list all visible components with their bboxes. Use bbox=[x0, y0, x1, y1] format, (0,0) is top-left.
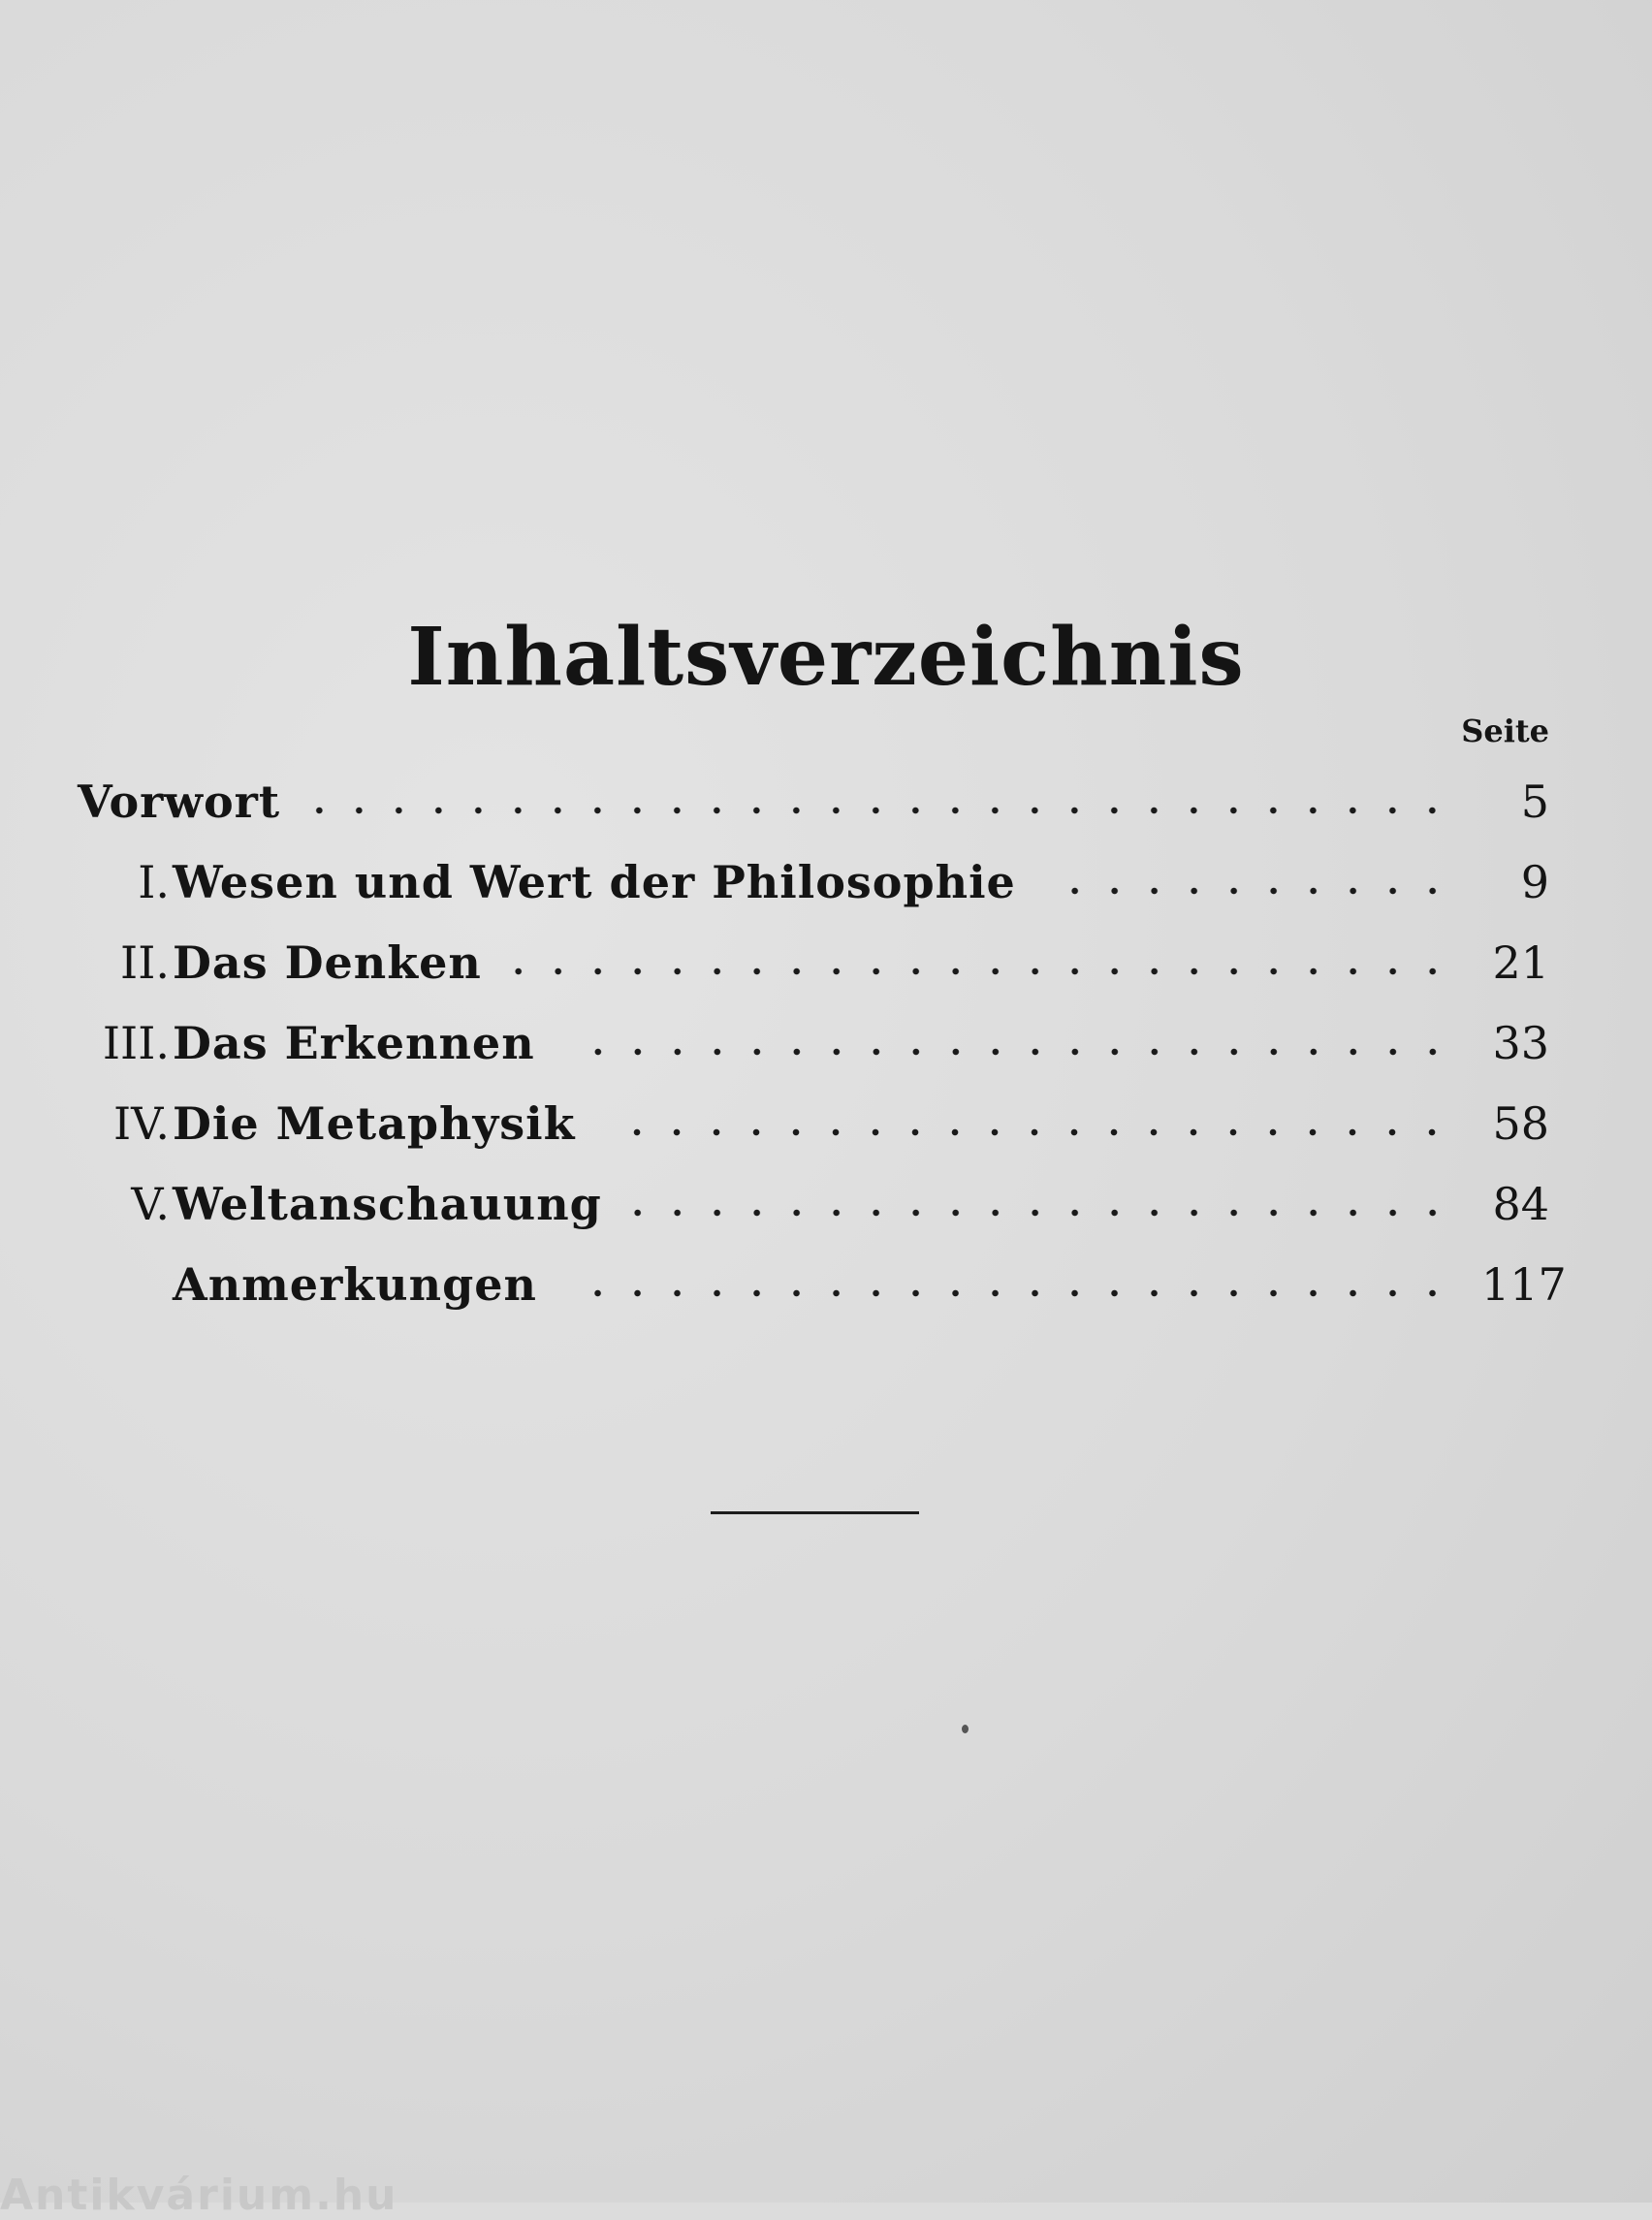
page-title: Inhaltsverzeichnis bbox=[407, 611, 1245, 704]
toc-entry-line bbox=[173, 1257, 1567, 1311]
dot-leader bbox=[604, 1127, 1452, 1137]
dot-leader bbox=[1045, 886, 1452, 896]
dot-leader bbox=[511, 967, 1452, 976]
closing-rule bbox=[711, 1511, 919, 1514]
toc-label: Wesen und Wert der Philosophie bbox=[173, 855, 1016, 908]
toc-page-number: 84 bbox=[1492, 1177, 1549, 1230]
toc-label: Das Erkennen bbox=[173, 1016, 535, 1069]
toc-label: Anmerkungen bbox=[173, 1257, 537, 1311]
toc-page-number: 9 bbox=[1520, 855, 1549, 908]
toc-entry-anmerkungen bbox=[78, 1244, 1567, 1324]
toc-entry-line bbox=[173, 1178, 1549, 1230]
toc-entry-chapter-4 bbox=[78, 1083, 1549, 1163]
dot-leader bbox=[631, 1208, 1452, 1218]
toc-page-number: 33 bbox=[1492, 1016, 1549, 1069]
watermark: Antikvárium.hu bbox=[0, 2171, 398, 2220]
page-column-header: Seite bbox=[1461, 713, 1549, 749]
toc-label: Das Denken bbox=[173, 936, 482, 989]
toc-numeral: IV. bbox=[113, 1096, 170, 1150]
toc-page-number: 5 bbox=[1520, 775, 1549, 828]
toc-label: Weltanschauung bbox=[173, 1177, 602, 1230]
toc-entry-line bbox=[78, 776, 1549, 828]
toc-numeral: V. bbox=[131, 1177, 170, 1230]
toc-entry-line bbox=[173, 856, 1549, 908]
toc-numeral: II. bbox=[120, 936, 170, 989]
toc-numeral: I. bbox=[138, 855, 170, 908]
toc-entry-chapter-3 bbox=[78, 1002, 1549, 1083]
paper-speck bbox=[962, 1725, 969, 1733]
toc-entry-line bbox=[173, 1017, 1549, 1069]
toc-page-number: 58 bbox=[1492, 1096, 1549, 1150]
toc-page-number: 117 bbox=[1481, 1257, 1567, 1311]
table-of-contents bbox=[78, 761, 1567, 1324]
dot-leader bbox=[566, 1288, 1452, 1298]
toc-entry-line bbox=[173, 936, 1549, 989]
toc-page-number: 21 bbox=[1492, 936, 1549, 989]
toc-numeral: III. bbox=[102, 1016, 170, 1069]
dot-leader bbox=[564, 1047, 1452, 1057]
toc-entry-chapter-2 bbox=[78, 922, 1549, 1002]
dot-leader bbox=[309, 806, 1452, 815]
toc-entry-line bbox=[173, 1097, 1549, 1150]
toc-label: Die Metaphysik bbox=[173, 1096, 576, 1150]
toc-entry-chapter-5 bbox=[78, 1163, 1549, 1244]
toc-entry-vorwort bbox=[78, 761, 1549, 841]
toc-label: Vorwort bbox=[78, 775, 281, 828]
toc-entry-chapter-1 bbox=[78, 841, 1549, 922]
